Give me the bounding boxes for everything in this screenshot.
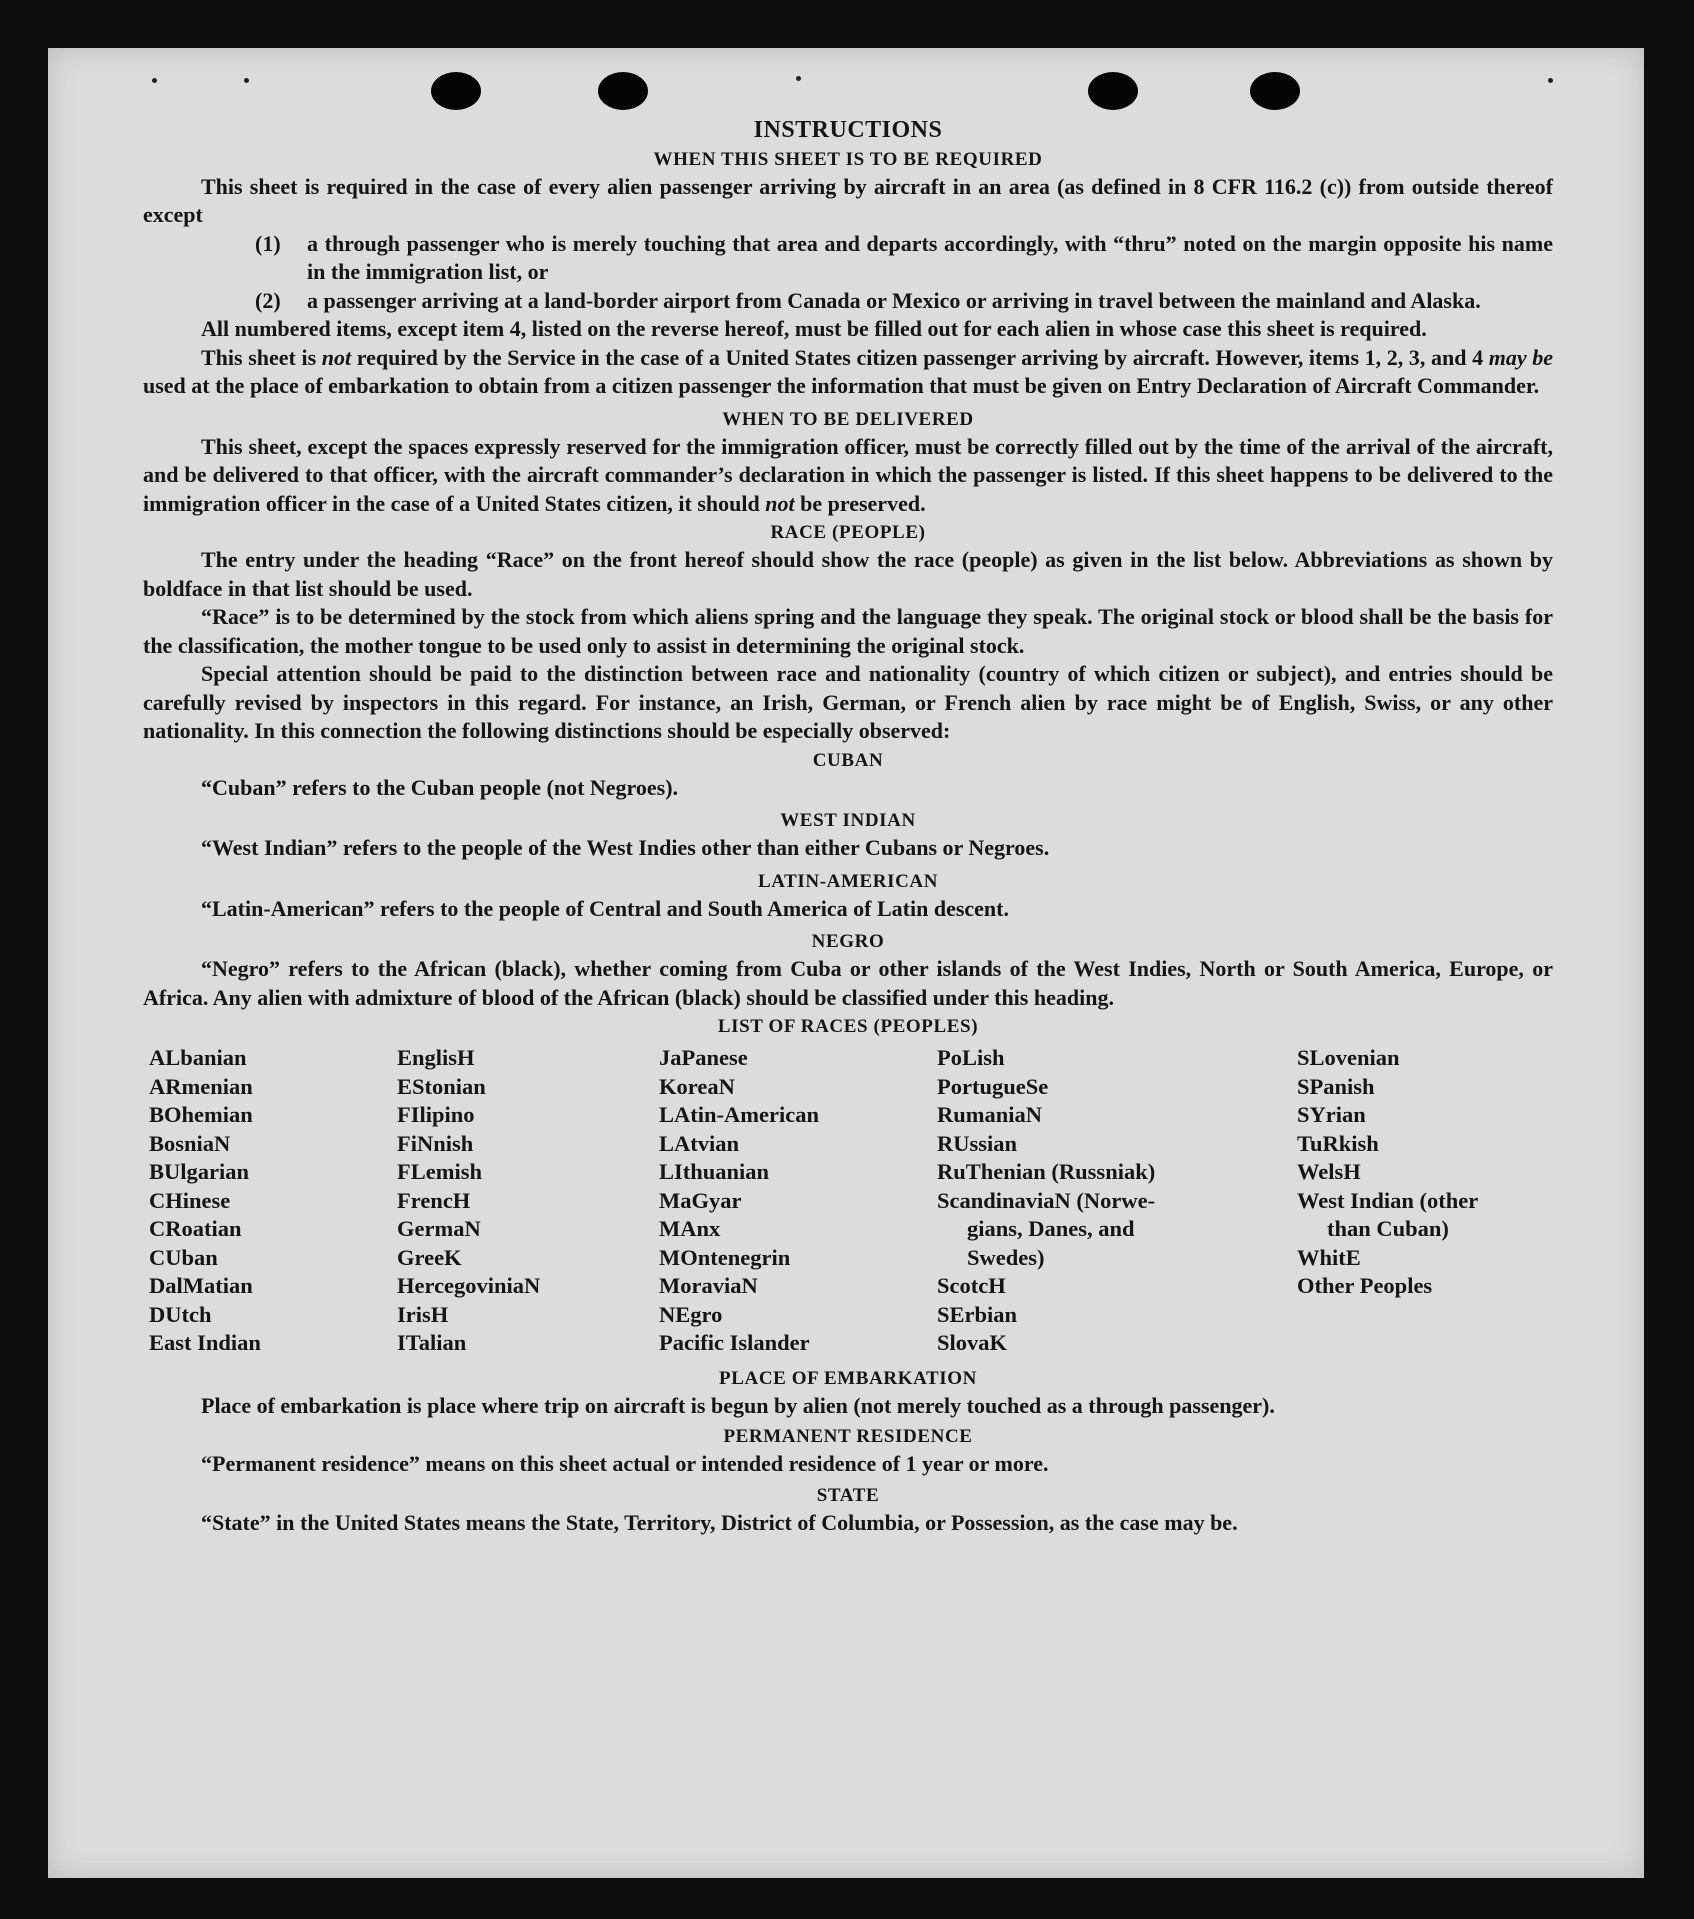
races-column-2 xyxy=(397,1044,659,1358)
section-heading-cuban: CUBAN xyxy=(812,749,884,771)
races-column-5-bottom xyxy=(1297,1244,1553,1301)
instructions-text xyxy=(143,108,1553,1537)
race-entry: BUlgarian xyxy=(149,1159,250,1184)
text-run: This sheet is xyxy=(201,344,322,370)
race-entry: FiNnish xyxy=(397,1130,474,1156)
speck xyxy=(152,78,157,83)
race-entry: KoreaN xyxy=(659,1073,735,1099)
section-heading-required: WHEN THIS SHEET IS TO BE REQUIRED xyxy=(653,148,1043,170)
paragraph: All numbered items, except item 4, listed on the reverse hereof, must be filled out for each alien in whose case this sheet is required. xyxy=(201,316,1427,341)
race-entry: MAnx xyxy=(659,1216,721,1241)
race-entry: RumaniaN xyxy=(937,1102,1043,1127)
race-entry: CHinese xyxy=(149,1187,231,1213)
race-entry: MaGyar xyxy=(659,1187,742,1213)
paragraph: This sheet is required in the case of every alien passenger arriving by aircraft in an area (as defined in 8 CFR 116.2 (c)) from outside thereof except xyxy=(143,173,1553,227)
race-entry: FrencH xyxy=(397,1187,471,1213)
section-heading-negro: NEGRO xyxy=(811,931,885,952)
race-entry: SLovenian xyxy=(1297,1045,1400,1070)
races-column-5 xyxy=(1297,1044,1553,1358)
race-entry: CRoatian xyxy=(149,1216,242,1241)
race-entry: RUssian xyxy=(937,1130,1018,1156)
paragraph: “Cuban” refers to the Cuban people (not Negroes). xyxy=(201,774,679,800)
item-number: (1) xyxy=(255,230,281,256)
race-entry: LAtin-American xyxy=(659,1102,819,1127)
section-heading-state: STATE xyxy=(816,1484,880,1506)
paragraph xyxy=(143,433,1553,519)
section-heading-race: RACE (PEOPLE) xyxy=(770,522,926,543)
race-entry: PortugueSe xyxy=(937,1073,1049,1099)
list-item xyxy=(255,287,1553,316)
race-entry: WhitE xyxy=(1297,1244,1361,1270)
race-entry-line: gians, Danes, and xyxy=(967,1216,1135,1241)
paragraph: “Negro” refers to the African (black), whether coming from Cuba or other islands of the West Indies, North or South America, Europe, or Africa. Any alien with admixture of blood of the African (black) should be classified under this heading. xyxy=(143,956,1553,1010)
document-sheet xyxy=(48,48,1644,1878)
punch-hole xyxy=(1250,72,1300,110)
races-list xyxy=(143,1044,1553,1358)
text-run: required by the Service in the case of a United States citizen passenger arriving by aircraft. However, items 1, 2, 3, and 4 xyxy=(351,344,1489,370)
races-column-5-top xyxy=(1297,1044,1553,1187)
paragraph xyxy=(143,344,1553,401)
punch-hole xyxy=(431,72,481,110)
speck xyxy=(244,78,249,83)
race-entry xyxy=(937,1187,1297,1273)
race-entry: GermaN xyxy=(397,1216,481,1241)
race-entry: Other Peoples xyxy=(1297,1273,1433,1298)
paragraph: “Latin-American” refers to the people of Central and South America of Latin descent. xyxy=(201,895,1009,921)
race-entry: WelsH xyxy=(1297,1159,1361,1184)
race-entry: East Indian xyxy=(149,1330,261,1355)
text-run-italic: not xyxy=(321,344,352,370)
race-entry-line: Swedes) xyxy=(967,1244,1045,1270)
races-column-4-top xyxy=(937,1044,1297,1187)
race-entry: CUban xyxy=(149,1244,218,1270)
race-entry: IrisH xyxy=(397,1301,449,1327)
speck xyxy=(1548,78,1553,83)
race-entry: GreeK xyxy=(397,1244,462,1270)
race-entry: ScotcH xyxy=(937,1273,1006,1298)
race-entry: LAtvian xyxy=(659,1130,740,1156)
item-text: a through passenger who is merely touching that area and departs accordingly, with “thru” noted on the margin opposite his name in the immigration list, or xyxy=(307,230,1553,284)
race-entry: SErbian xyxy=(937,1301,1018,1327)
paragraph: “West Indian” refers to the people of the West Indies other than either Cubans or Negroes. xyxy=(201,835,1050,860)
race-entry: DUtch xyxy=(149,1301,212,1327)
races-column-4-bottom xyxy=(937,1272,1297,1358)
race-entry: ALbanian xyxy=(149,1045,247,1070)
race-entry: HercegoviniaN xyxy=(397,1273,541,1298)
races-column-4 xyxy=(937,1044,1297,1358)
race-entry: TuRkish xyxy=(1297,1130,1379,1156)
punch-hole xyxy=(598,72,648,110)
text-run: This sheet, except the spaces expressly reserved for the immigration officer, must be correctly filled out by the time of the arrival of the aircraft, and be delivered to that officer, with the aircraft commander’s declaration in which the passenger is listed. If this sheet happens to be delivered to the immigration officer in the case of a United States citizen, it should xyxy=(143,433,1553,516)
race-entry: FIlipino xyxy=(397,1102,475,1127)
section-heading-west-indian: WEST INDIAN xyxy=(780,810,916,831)
item-text: a passenger arriving at a land-border airport from Canada or Mexico or arriving in travel between the mainland and Alaska. xyxy=(307,287,1481,313)
paragraph: Special attention should be paid to the distinction between race and nationality (country of which citizen or subject), and entries should be carefully revised by inspectors in this regard. For instance, an Irish, German, or French alien by race might be of English, Swiss, or any other nationality. In this connection the following distinctions should be especially observed: xyxy=(143,661,1553,743)
text-run: used at the place of embarkation to obtain from a citizen passenger the information that must be given on Entry Declaration of Aircraft Commander. xyxy=(143,373,1540,398)
race-entry: SlovaK xyxy=(937,1330,1008,1355)
race-entry: RuThenian (Russniak) xyxy=(937,1159,1156,1184)
races-column-3 xyxy=(659,1044,937,1358)
text-run: be preserved. xyxy=(794,490,926,516)
paragraph: “Permanent residence” means on this sheet actual or intended residence of 1 year or more. xyxy=(201,1451,1049,1476)
race-entry: BosniaN xyxy=(149,1130,231,1156)
race-entry: EStonian xyxy=(397,1073,486,1099)
race-entry: FLemish xyxy=(397,1159,483,1184)
race-entry: MOntenegrin xyxy=(659,1244,791,1270)
section-heading-delivered: WHEN TO BE DELIVERED xyxy=(722,408,974,430)
paragraph: “State” in the United States means the State, Territory, District of Columbia, or Possession, as the case may be. xyxy=(201,1509,1238,1535)
section-heading-embarkation: PLACE OF EMBARKATION xyxy=(719,1367,977,1389)
punch-hole xyxy=(1088,72,1138,110)
list-item xyxy=(255,230,1553,287)
race-entry: PoLish xyxy=(937,1045,1005,1070)
race-entry-line: West Indian (other xyxy=(1297,1187,1479,1213)
race-entry: BOhemian xyxy=(149,1102,253,1127)
race-entry: SYrian xyxy=(1297,1102,1366,1127)
race-entry: JaPanese xyxy=(659,1045,748,1070)
section-heading-races-list: LIST OF RACES (PEOPLES) xyxy=(717,1016,979,1037)
race-entry: NEgro xyxy=(659,1301,723,1327)
race-entry: DalMatian xyxy=(149,1273,253,1298)
race-entry: ARmenian xyxy=(149,1073,253,1099)
race-entry: Pacific Islander xyxy=(659,1330,810,1355)
race-entry: MoraviaN xyxy=(659,1273,758,1298)
section-heading-residence: PERMANENT RESIDENCE xyxy=(723,1426,973,1447)
paragraph: The entry under the heading “Race” on the front hereof should show the race (people) as given in the list below. Abbreviations as shown by boldface in that list should be used. xyxy=(143,547,1553,601)
race-entry: EnglisH xyxy=(397,1045,475,1070)
page-title: INSTRUCTIONS xyxy=(753,117,943,143)
race-entry-line: than Cuban) xyxy=(1327,1216,1449,1241)
text-run-italic: may be xyxy=(1488,344,1553,370)
paragraph: “Race” is to be determined by the stock from which aliens spring and the language they speak. The original stock or blood shall be the basis for the classification, the mother tongue to be used only to assist in determining the original stock. xyxy=(143,604,1553,658)
section-heading-latin-american: LATIN-AMERICAN xyxy=(757,870,939,892)
race-entry: ITalian xyxy=(397,1330,467,1355)
races-column-1 xyxy=(143,1044,397,1358)
race-entry xyxy=(1297,1187,1553,1244)
race-entry-line: ScandinaviaN (Norwe- xyxy=(937,1187,1156,1213)
race-entry: LIthuanian xyxy=(659,1159,770,1184)
item-number: (2) xyxy=(255,287,281,313)
speck xyxy=(796,76,801,81)
paragraph: Place of embarkation is place where trip on aircraft is begun by alien (not merely touched as a through passenger). xyxy=(201,1392,1275,1418)
text-run-italic: not xyxy=(765,490,795,516)
race-entry: SPanish xyxy=(1297,1073,1375,1099)
